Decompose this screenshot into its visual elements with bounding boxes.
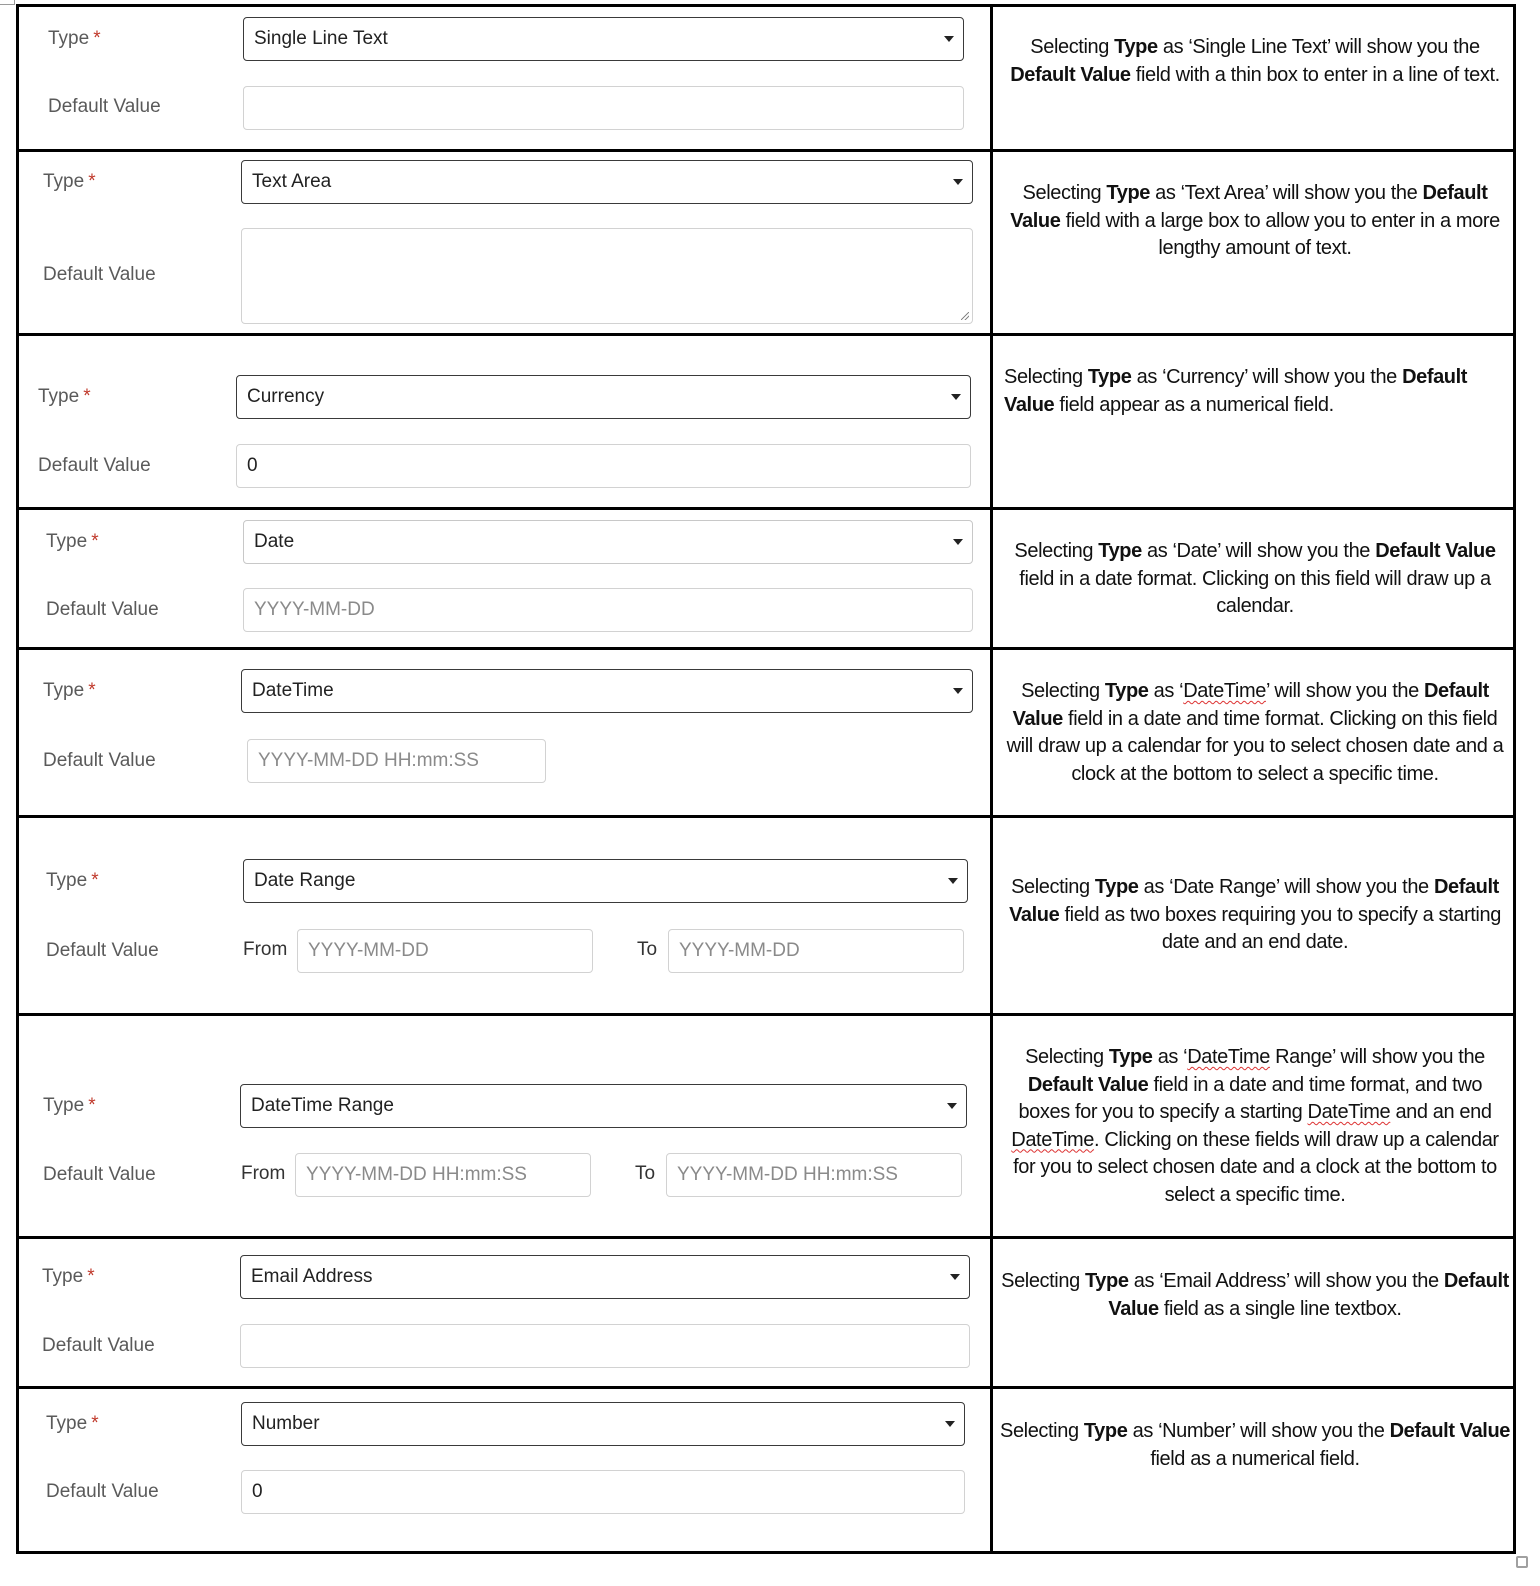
default-value-label: Default Value [43, 1164, 156, 1185]
chevron-down-icon [953, 539, 963, 545]
default-value-label: Default Value [38, 455, 151, 476]
default-value-label: Default Value [46, 599, 159, 620]
type-select[interactable] [240, 1255, 970, 1299]
description: Selecting Type as ‘Single Line Text’ will show you the Default Value field with a thin box to enter in a line of text. [1010, 36, 1500, 86]
type-select-value: Date [254, 531, 295, 552]
description: Selecting Type as ‘DateTime Range’ will show you the Default Value field in a date and time format, and two boxes for you to specify a starting DateTime and an end DateTime. Clicking on these fields will draw up a calendar for you to select chosen date and a clock at the bottom to select a specific time. [1011, 1046, 1499, 1206]
type-select[interactable] [241, 669, 973, 713]
default-value-input[interactable]: 0 [241, 1470, 965, 1514]
description: Selecting Type as ‘Currency’ will show you the Default Value field appear as a numerical field. [1004, 366, 1468, 416]
type-label: Type * [43, 171, 96, 192]
chevron-down-icon [953, 179, 963, 185]
description: Selecting Type as ‘Email Address’ will show you the Default Value field as a single line textbox. [1001, 1270, 1509, 1320]
chevron-down-icon [951, 394, 961, 400]
page-corner-mark [0, 0, 15, 5]
type-select-value: Single Line Text [254, 28, 388, 49]
from-label: From [241, 1163, 286, 1184]
required-mark: * [91, 531, 99, 552]
to-label: To [635, 1163, 656, 1184]
to-datetime-input[interactable]: YYYY-MM-DD HH:mm:SS [666, 1153, 962, 1197]
description: Selecting Type as ‘Number’ will show you the Default Value field as a numerical field. [1000, 1420, 1511, 1470]
resize-grip-icon[interactable] [961, 312, 969, 320]
type-select[interactable] [243, 859, 968, 903]
required-mark: * [91, 1413, 99, 1434]
required-mark: * [91, 870, 99, 891]
type-select[interactable] [240, 1084, 967, 1128]
from-datetime-input[interactable]: YYYY-MM-DD HH:mm:SS [295, 1153, 591, 1197]
description: Selecting Type as ‘DateTime’ will show you the Default Value field in a date and time format. Clicking on this field will draw up a calendar for you to select chosen date and a clock at the bottom to select a specific time. [1006, 680, 1504, 785]
type-label: Type * [43, 1095, 96, 1116]
required-mark: * [88, 680, 96, 701]
type-select[interactable] [243, 520, 973, 564]
default-value-label: Default Value [46, 940, 159, 961]
type-select-value: Text Area [252, 171, 332, 192]
chevron-down-icon [950, 1274, 960, 1280]
default-value-textarea[interactable] [241, 228, 973, 324]
default-value-datetime-input[interactable]: YYYY-MM-DD HH:mm:SS [247, 739, 546, 783]
to-label: To [637, 939, 658, 960]
row-divider [16, 815, 1516, 818]
default-value-label: Default Value [43, 750, 156, 771]
default-value-email-input[interactable] [240, 1324, 970, 1368]
row-divider [16, 1236, 1516, 1239]
chevron-down-icon [953, 688, 963, 694]
type-select-value: Email Address [251, 1266, 373, 1287]
default-value-input[interactable]: 0 [236, 444, 971, 488]
row-divider [16, 333, 1516, 336]
description: Selecting Type as ‘Date’ will show you the Default Value field in a date format. Clicking on this field will draw up a calendar. [1014, 540, 1496, 617]
required-mark: * [83, 386, 91, 407]
type-select-value: Number [252, 1413, 320, 1434]
page-corner-mark [1516, 1556, 1528, 1568]
to-date-input[interactable]: YYYY-MM-DD [668, 929, 964, 973]
type-select-value: Currency [247, 386, 325, 407]
required-mark: * [88, 171, 96, 192]
default-value-input[interactable] [243, 86, 964, 130]
default-value-date-input[interactable]: YYYY-MM-DD [243, 588, 973, 632]
from-label: From [243, 939, 288, 960]
type-select[interactable] [241, 1402, 965, 1446]
type-select-value: DateTime Range [251, 1095, 394, 1116]
type-label: Type * [38, 386, 91, 407]
type-select-value: DateTime [252, 680, 334, 701]
row-divider [16, 1386, 1516, 1389]
type-select[interactable] [241, 160, 973, 204]
type-label: Type * [46, 531, 99, 552]
row-divider [16, 647, 1516, 650]
chevron-down-icon [944, 36, 954, 42]
default-value-label: Default Value [48, 96, 161, 117]
required-mark: * [93, 28, 101, 49]
default-value-label: Default Value [42, 1335, 155, 1356]
from-date-input[interactable]: YYYY-MM-DD [297, 929, 593, 973]
default-value-label: Default Value [43, 264, 156, 285]
type-label: Type * [46, 870, 99, 891]
chevron-down-icon [948, 878, 958, 884]
column-divider [990, 4, 993, 1554]
row-divider [16, 507, 1516, 510]
row-divider [16, 1013, 1516, 1016]
type-label: Type * [42, 1266, 95, 1287]
default-value-label: Default Value [46, 1481, 159, 1502]
type-label: Type * [43, 680, 96, 701]
type-select[interactable] [236, 375, 971, 419]
chevron-down-icon [945, 1421, 955, 1427]
required-mark: * [88, 1095, 96, 1116]
description: Selecting Type as ‘Text Area’ will show you the Default Value field with a large box to allow you to enter in a more lengthy amount of text. [1010, 182, 1500, 259]
type-label: Type * [46, 1413, 99, 1434]
description: Selecting Type as ‘Date Range’ will show you the Default Value field as two boxes requiring you to specify a starting date and an end date. [1009, 876, 1501, 953]
chevron-down-icon [947, 1103, 957, 1109]
type-select[interactable] [243, 17, 964, 61]
type-select-value: Date Range [254, 870, 356, 891]
type-label: Type * [48, 28, 101, 49]
required-mark: * [87, 1266, 95, 1287]
row-divider [16, 149, 1516, 152]
